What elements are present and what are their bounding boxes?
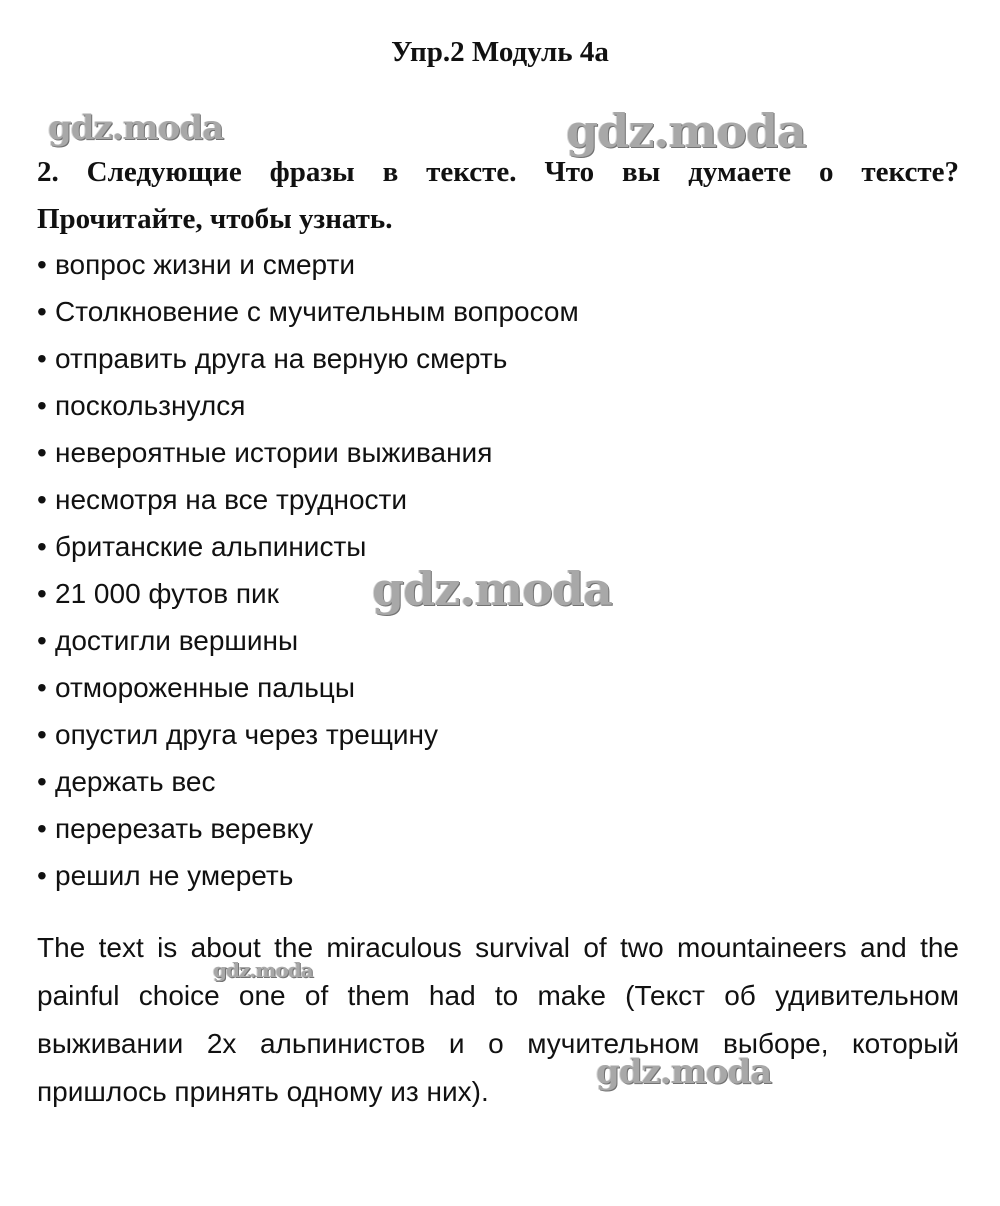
watermark-logo: gdz.moda bbox=[596, 1052, 772, 1092]
bullet-icon: • bbox=[37, 719, 47, 750]
list-item bbox=[37, 711, 579, 758]
answer-line: выживании 2х альпинистов и о мучительном выборе, который bbox=[37, 1028, 959, 1059]
bullet-icon: • bbox=[37, 531, 47, 562]
phrase-text: опустил друга через трещину bbox=[55, 719, 438, 750]
phrase-text: невероятные истории выживания bbox=[55, 437, 493, 468]
phrase-text: поскользнулся bbox=[55, 390, 246, 421]
bullet-icon: • bbox=[37, 578, 47, 609]
list-item bbox=[37, 382, 579, 429]
list-item bbox=[37, 805, 579, 852]
list-item bbox=[37, 852, 579, 899]
phrase-text: держать вес bbox=[55, 766, 216, 797]
phrase-text: решил не умереть bbox=[55, 860, 294, 891]
phrase-text: перерезать веревку bbox=[55, 813, 314, 844]
list-item bbox=[37, 758, 579, 805]
phrase-text: Столкновение с мучительным вопросом bbox=[55, 296, 579, 327]
bullet-icon: • bbox=[37, 625, 47, 656]
watermark-logo: gdz.moda bbox=[48, 108, 224, 148]
bullet-icon: • bbox=[37, 860, 47, 891]
bullet-icon: • bbox=[37, 390, 47, 421]
phrase-text: британские альпинисты bbox=[55, 531, 367, 562]
bullet-icon: • bbox=[37, 813, 47, 844]
list-item bbox=[37, 617, 579, 664]
task-line: Прочитайте, чтобы узнать. bbox=[37, 203, 393, 235]
phrase-text: отмороженные пальцы bbox=[55, 672, 355, 703]
list-item bbox=[37, 288, 579, 335]
list-item bbox=[37, 429, 579, 476]
phrase-text: 21 000 футов пик bbox=[55, 578, 279, 609]
watermark-logo: gdz.moda bbox=[372, 562, 612, 616]
answer-line: пришлось принять одному из них). bbox=[37, 1076, 489, 1107]
bullet-icon: • bbox=[37, 672, 47, 703]
list-item bbox=[37, 664, 579, 711]
answer-paragraph bbox=[37, 924, 959, 1116]
answer-line: painful choice one of them had to make (Текст об удивительном bbox=[37, 980, 959, 1011]
bullet-icon: • bbox=[37, 484, 47, 515]
bullet-icon: • bbox=[37, 249, 47, 280]
watermark-logo: gdz.moda bbox=[213, 958, 313, 982]
bullet-icon: • bbox=[37, 437, 47, 468]
answer-line: The text is about the miraculous survival of two mountaineers and the bbox=[37, 932, 959, 963]
bullet-icon: • bbox=[37, 296, 47, 327]
task-instruction bbox=[37, 149, 959, 243]
list-item bbox=[37, 476, 579, 523]
list-item bbox=[37, 241, 579, 288]
bullet-icon: • bbox=[37, 343, 47, 374]
phrase-text: несмотря на все трудности bbox=[55, 484, 407, 515]
phrase-text: отправить друга на верную смерть bbox=[55, 343, 508, 374]
watermark-logo: gdz.moda bbox=[566, 104, 806, 158]
page-title: Упр.2 Модуль 4а bbox=[391, 36, 609, 68]
bullet-icon: • bbox=[37, 766, 47, 797]
phrase-text: достигли вершины bbox=[55, 625, 299, 656]
list-item bbox=[37, 335, 579, 382]
phrase-text: вопрос жизни и смерти bbox=[55, 249, 355, 280]
task-line: 2. Следующие фразы в тексте. Что вы думаете о тексте? bbox=[37, 156, 959, 188]
